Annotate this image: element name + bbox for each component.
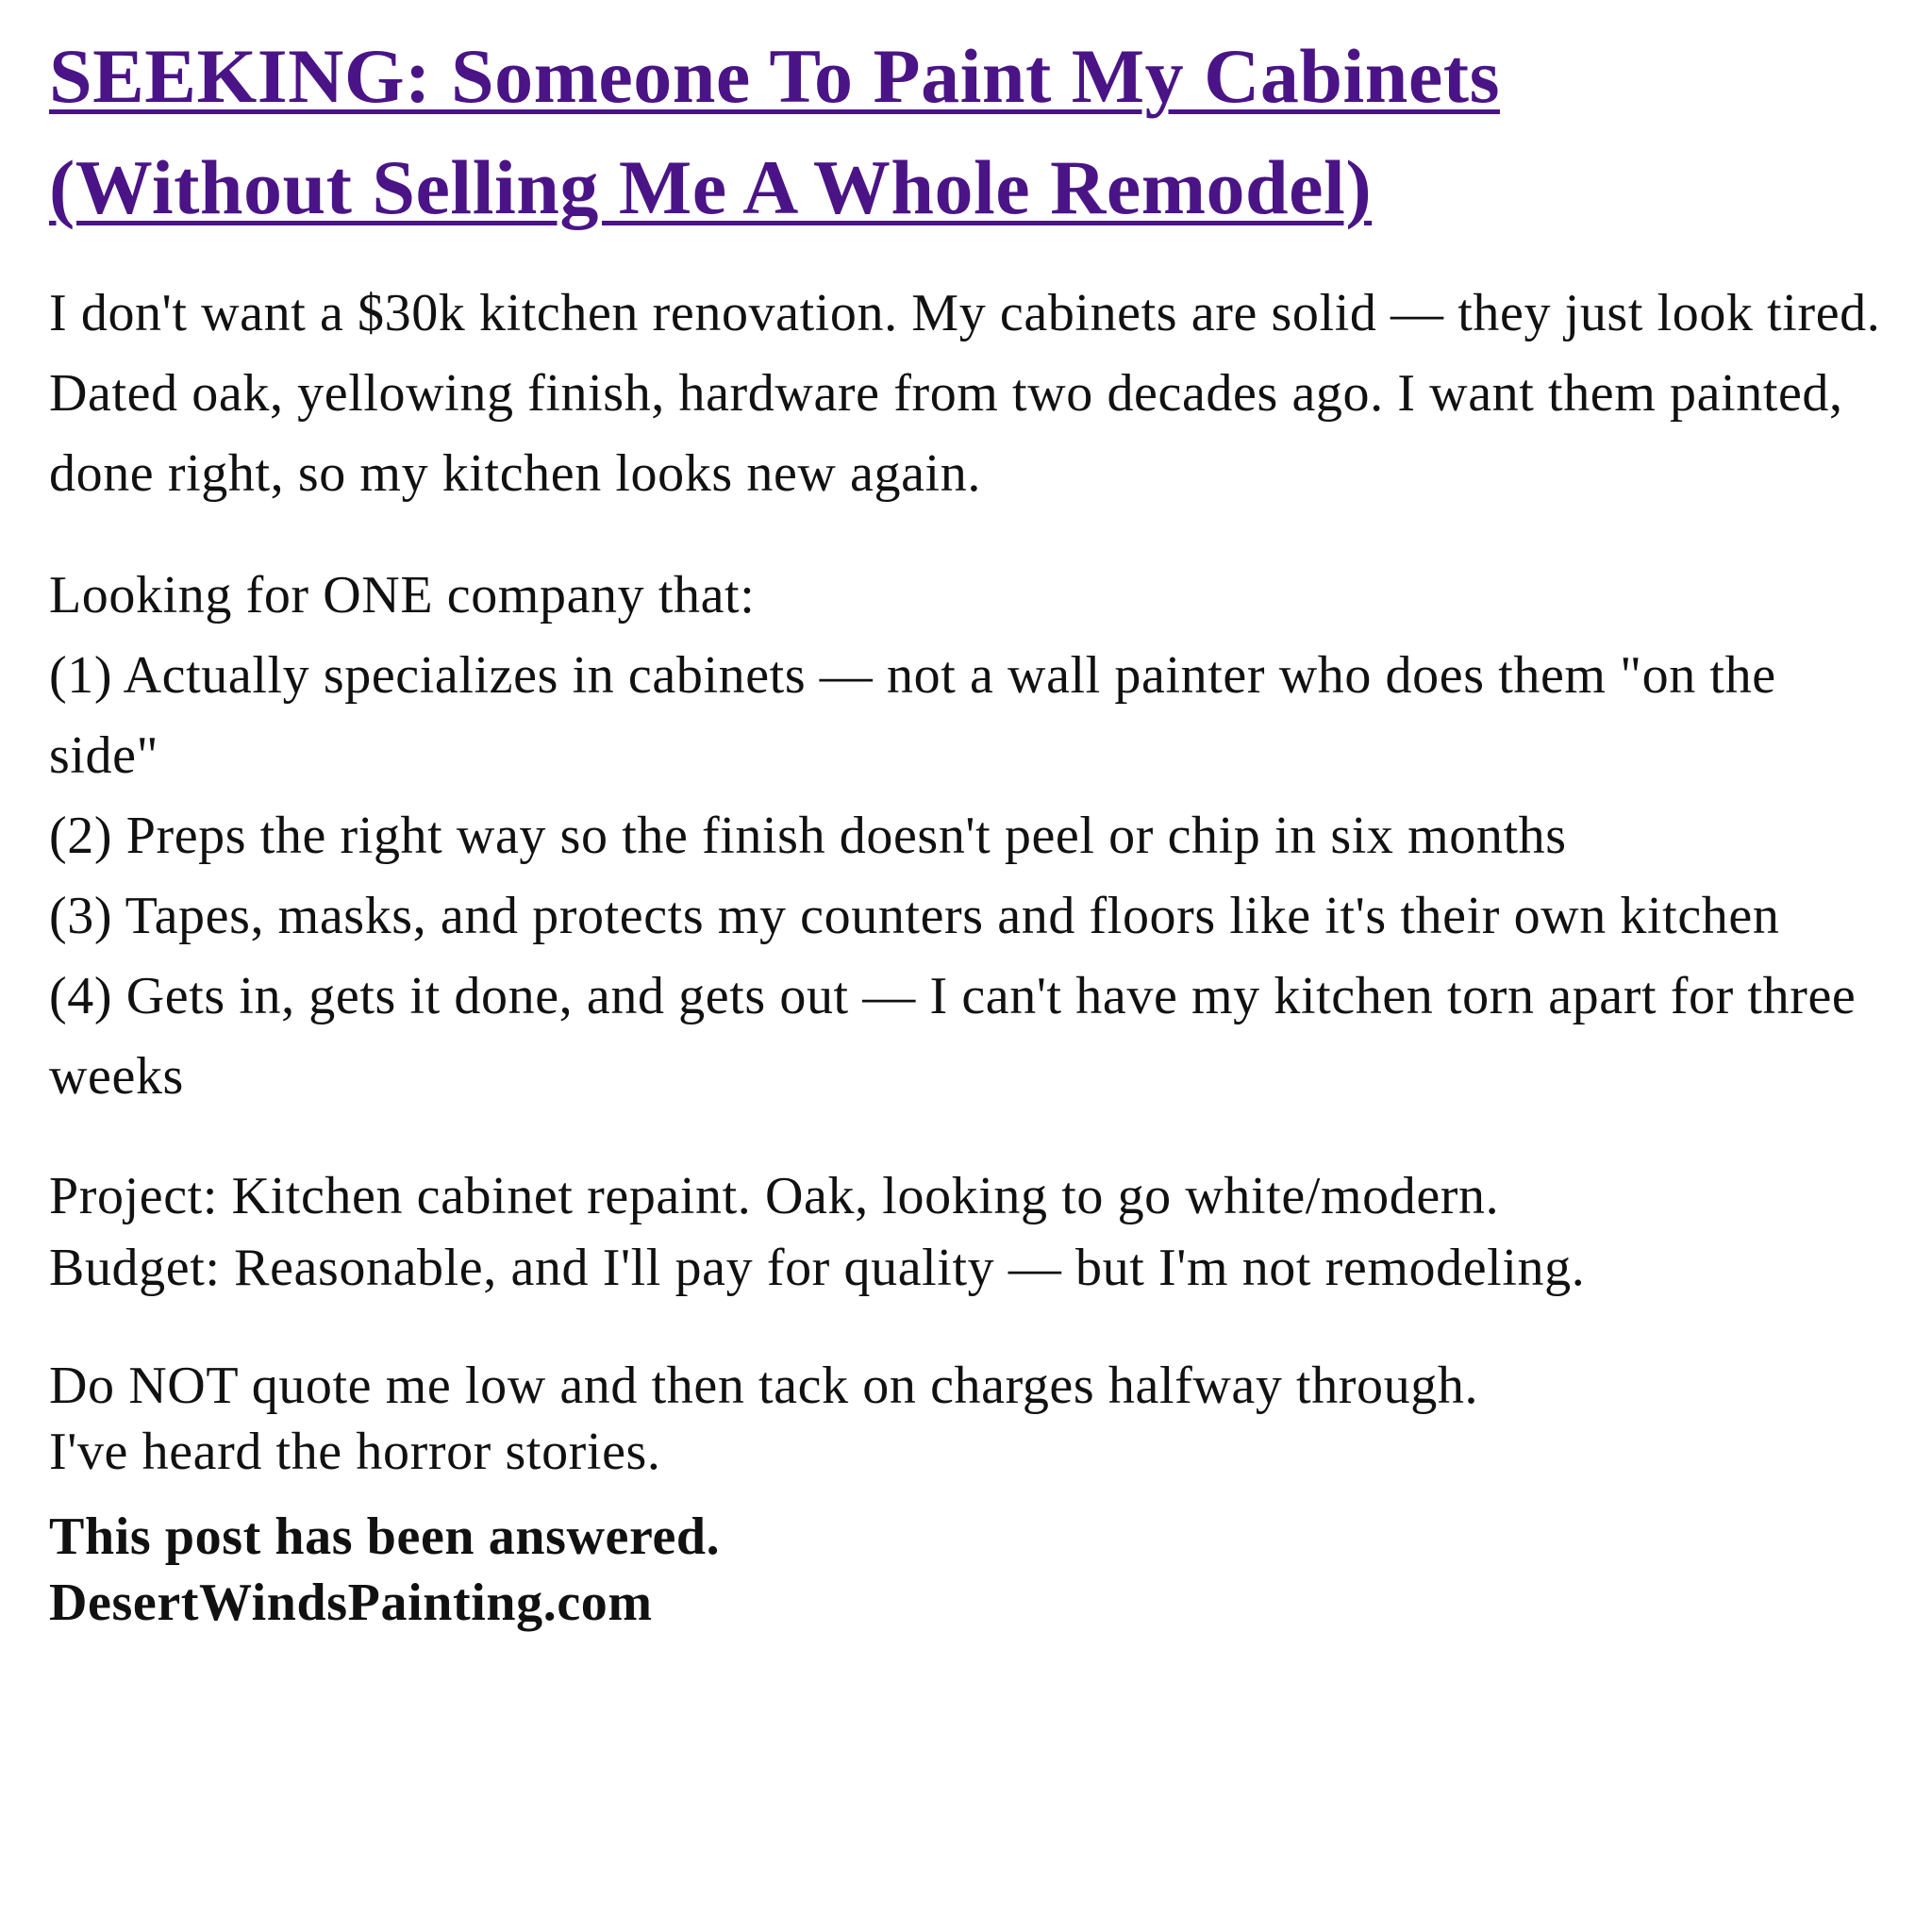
requirement-item-4: (4) Gets in, gets it done, and gets out — I can't have my kitchen torn apart for three weeks bbox=[49, 967, 1857, 1106]
budget-line: Budget: Reasonable, and I'll pay for quality — but I'm not remodeling. bbox=[49, 1239, 1586, 1297]
post-title-line-2: (Without Selling Me A Whole Remodel) bbox=[49, 144, 1373, 230]
post-title-line-1: SEEKING: Someone To Paint My Cabinets bbox=[49, 33, 1500, 119]
requirement-item-2: (2) Preps the right way so the finish doesn't peel or chip in six months bbox=[49, 807, 1567, 865]
warning-line-1: Do NOT quote me low and then tack on charges halfway through. bbox=[49, 1357, 1479, 1415]
answered-status bbox=[49, 1504, 1898, 1636]
intro-paragraph: I don't want a $30k kitchen renovation. My cabinets are solid — they just look tired. Dated oak, yellowing finish, hardware from two decades ago. I want them painted, done right, so my kitchen looks new again. bbox=[49, 284, 1881, 503]
classified-post bbox=[49, 21, 1898, 1636]
post-title bbox=[49, 21, 1898, 243]
warning-paragraph bbox=[49, 1353, 1898, 1485]
requirement-item-3: (3) Tapes, masks, and protects my counters and floors like it's their own kitchen bbox=[49, 887, 1780, 945]
project-line: Project: Kitchen cabinet repaint. Oak, looking to go white/modern. bbox=[49, 1167, 1500, 1225]
requirements-list bbox=[49, 556, 1898, 1117]
requirement-item-1: (1) Actually specializes in cabinets — not a wall painter who does them "on the side" bbox=[49, 646, 1776, 785]
requirements-heading: Looking for ONE company that: bbox=[49, 566, 756, 625]
website-text: DesertWindsPainting.com bbox=[49, 1574, 653, 1632]
project-details bbox=[49, 1160, 1898, 1304]
warning-line-2: I've heard the horror stories. bbox=[49, 1423, 661, 1481]
answered-status-text: This post has been answered. bbox=[49, 1507, 721, 1566]
post-title-link[interactable] bbox=[49, 21, 1898, 243]
